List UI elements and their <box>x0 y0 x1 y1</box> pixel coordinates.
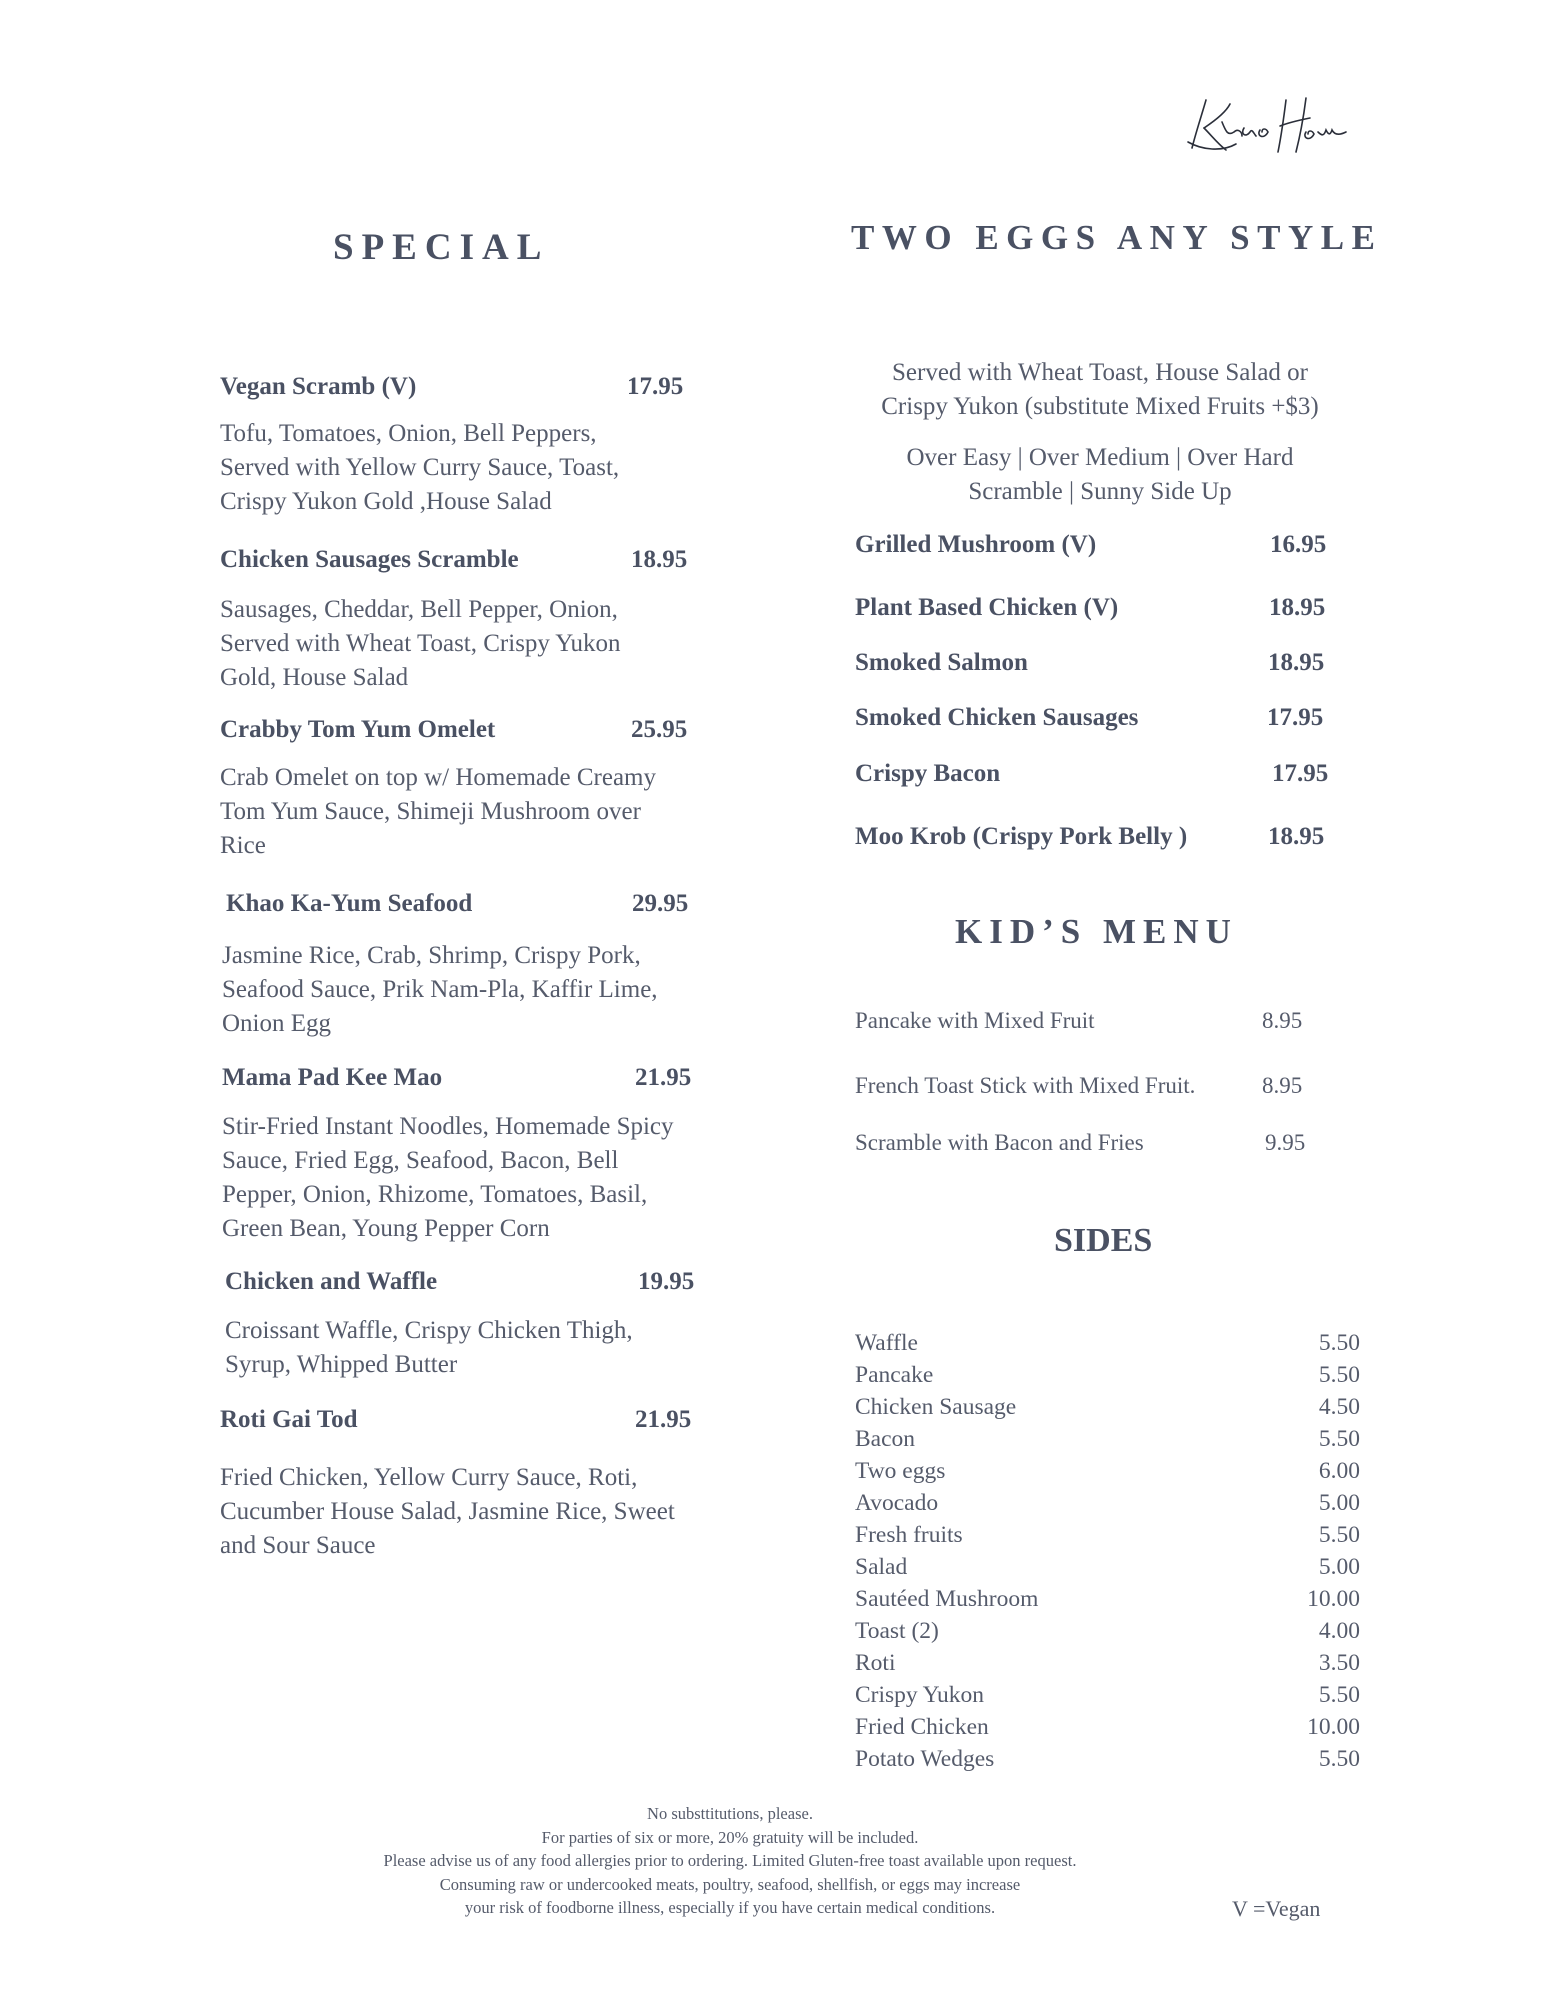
side-item-name: Two eggs <box>855 1458 946 1484</box>
side-item-name: Toast (2) <box>855 1618 939 1644</box>
side-item-price: 5.00 <box>1318 1490 1360 1516</box>
sides-names <box>855 1327 1038 1775</box>
eggs-item-price: 18.95 <box>1268 649 1325 676</box>
side-item-price: 5.50 <box>1318 1682 1360 1708</box>
side-item-price: 5.50 <box>1318 1522 1360 1548</box>
eggs-item-price: 16.95 <box>1270 531 1327 558</box>
side-item-name: Salad <box>855 1554 908 1580</box>
special-item-name: Crabby Tom Yum Omelet <box>220 716 496 743</box>
side-item-name: Sautéed Mushroom <box>855 1586 1039 1612</box>
special-item-desc: Tofu, Tomatoes, Onion, Bell Peppers, Served with Yellow Curry Sauce, Toast, Crispy Yukon Gold ,House Salad <box>220 420 620 515</box>
side-item-price: 10.00 <box>1307 1586 1360 1612</box>
special-item-desc: Crab Omelet on top w/ Homemade Creamy Tom Yum Sauce, Shimeji Mushroom over Rice <box>220 764 656 859</box>
eggs-styles: Over Easy | Over Medium | Over Hard Scramble | Sunny Side Up <box>906 444 1294 505</box>
logo-text <box>1352 92 1353 93</box>
side-item-name: Waffle <box>855 1330 918 1356</box>
kids-heading: KID’S MENU <box>955 912 1238 951</box>
side-item-price: 10.00 <box>1307 1714 1360 1740</box>
kids-item-price: 9.95 <box>1265 1130 1306 1155</box>
special-item-price: 29.95 <box>632 890 689 917</box>
side-item-price: 5.50 <box>1318 1362 1360 1388</box>
footer-line: your risk of foodborne illness, especially if you have certain medical conditions. <box>464 1898 996 1917</box>
kids-item-name: Pancake with Mixed Fruit <box>855 1008 1095 1033</box>
footer-line: For parties of six or more, 20% gratuity will be included. <box>541 1827 919 1847</box>
eggs-item-price: 18.95 <box>1269 594 1326 621</box>
special-item-name: Chicken Sausages Scramble <box>220 546 519 573</box>
eggs-item-name: Grilled Mushroom (V) <box>855 531 1097 558</box>
side-item-price: 5.50 <box>1318 1426 1360 1452</box>
kids-item-name: French Toast Stick with Mixed Fruit. <box>855 1073 1196 1098</box>
special-item-desc: Croissant Waffle, Crispy Chicken Thigh, Syrup, Whipped Butter <box>225 1317 633 1378</box>
special-item-price: 19.95 <box>638 1268 695 1295</box>
vegan-legend: V =Vegan <box>1232 1896 1321 1921</box>
special-item-price: 21.95 <box>635 1406 692 1433</box>
kids-item-name: Scramble with Bacon and Fries <box>855 1130 1144 1155</box>
side-item-name: Fresh fruits <box>855 1522 963 1548</box>
footer-line: Consuming raw or undercooked meats, poultry, seafood, shellfish, or eggs may increase <box>439 1874 1021 1894</box>
side-item-price: 4.50 <box>1318 1394 1360 1420</box>
logo-signature <box>1182 92 1352 162</box>
special-item-desc: Jasmine Rice, Crab, Shrimp, Crispy Pork, Seafood Sauce, Prik Nam-Pla, Kaffir Lime, Onion Egg <box>222 942 658 1037</box>
side-item-price: 5.50 <box>1318 1746 1360 1772</box>
special-item-price: 25.95 <box>631 716 688 743</box>
special-item-name: Mama Pad Kee Mao <box>222 1064 443 1091</box>
eggs-item-price: 17.95 <box>1272 760 1329 787</box>
eggs-item-name: Moo Krob (Crispy Pork Belly ) <box>855 823 1188 850</box>
restaurant-logo <box>1182 92 1352 162</box>
eggs-item-name: Smoked Salmon <box>855 649 1028 676</box>
special-heading: SPECIAL <box>333 227 550 268</box>
special-item-price: 21.95 <box>635 1064 692 1091</box>
eggs-heading: TWO EGGS ANY STYLE <box>851 218 1383 257</box>
special-item-name: Vegan Scramb (V) <box>220 373 417 400</box>
eggs-item-name: Crispy Bacon <box>855 760 1001 787</box>
footer-notes <box>240 1802 1220 1920</box>
side-item-price: 5.00 <box>1318 1554 1360 1580</box>
special-item-desc: Fried Chicken, Yellow Curry Sauce, Roti, Cucumber House Salad, Jasmine Rice, Sweet and Sour Sauce <box>220 1464 675 1559</box>
side-item-name: Roti <box>855 1650 896 1676</box>
eggs-item-price: 17.95 <box>1267 704 1324 731</box>
eggs-item-name: Smoked Chicken Sausages <box>855 704 1139 731</box>
side-item-name: Pancake <box>855 1362 934 1388</box>
sides-heading: SIDES <box>1054 1222 1153 1259</box>
eggs-served-with: Served with Wheat Toast, House Salad or Crispy Yukon (substitute Mixed Fruits +$3) <box>881 359 1319 420</box>
side-item-name: Avocado <box>855 1490 939 1516</box>
side-item-name: Potato Wedges <box>855 1746 995 1772</box>
side-item-name: Fried Chicken <box>855 1714 989 1740</box>
special-item-name: Khao Ka-Yum Seafood <box>226 890 473 917</box>
special-item-price: 17.95 <box>627 373 684 400</box>
side-item-name: Crispy Yukon <box>855 1682 985 1708</box>
special-item-desc: Stir-Fried Instant Noodles, Homemade Spicy Sauce, Fried Egg, Seafood, Bacon, Bell Pepper, Onion, Rhizome, Tomatoes, Basil, Green Bean, Young Pepper Corn <box>222 1113 674 1242</box>
eggs-item-price: 18.95 <box>1268 823 1325 850</box>
eggs-item-name: Plant Based Chicken (V) <box>855 594 1119 621</box>
side-item-price: 6.00 <box>1318 1458 1360 1484</box>
sides-prices <box>1250 1327 1360 1775</box>
footer-line: Please advise us of any food allergies prior to ordering. Limited Gluten-free toast available upon request. <box>383 1851 1077 1870</box>
footer-line: No substtitutions, please. <box>647 1804 813 1823</box>
side-item-price: 5.50 <box>1318 1330 1360 1356</box>
kids-item-price: 8.95 <box>1262 1008 1303 1033</box>
special-item-name: Roti Gai Tod <box>220 1406 358 1433</box>
side-item-price: 4.00 <box>1318 1618 1360 1644</box>
special-item-price: 18.95 <box>631 546 688 573</box>
special-item-name: Chicken and Waffle <box>225 1268 438 1295</box>
side-item-name: Chicken Sausage <box>855 1394 1017 1420</box>
kids-item-price: 8.95 <box>1262 1073 1303 1098</box>
side-item-name: Bacon <box>855 1426 916 1452</box>
special-item-desc: Sausages, Cheddar, Bell Pepper, Onion, Served with Wheat Toast, Crispy Yukon Gold, House Salad <box>220 596 621 691</box>
side-item-price: 3.50 <box>1318 1650 1360 1676</box>
